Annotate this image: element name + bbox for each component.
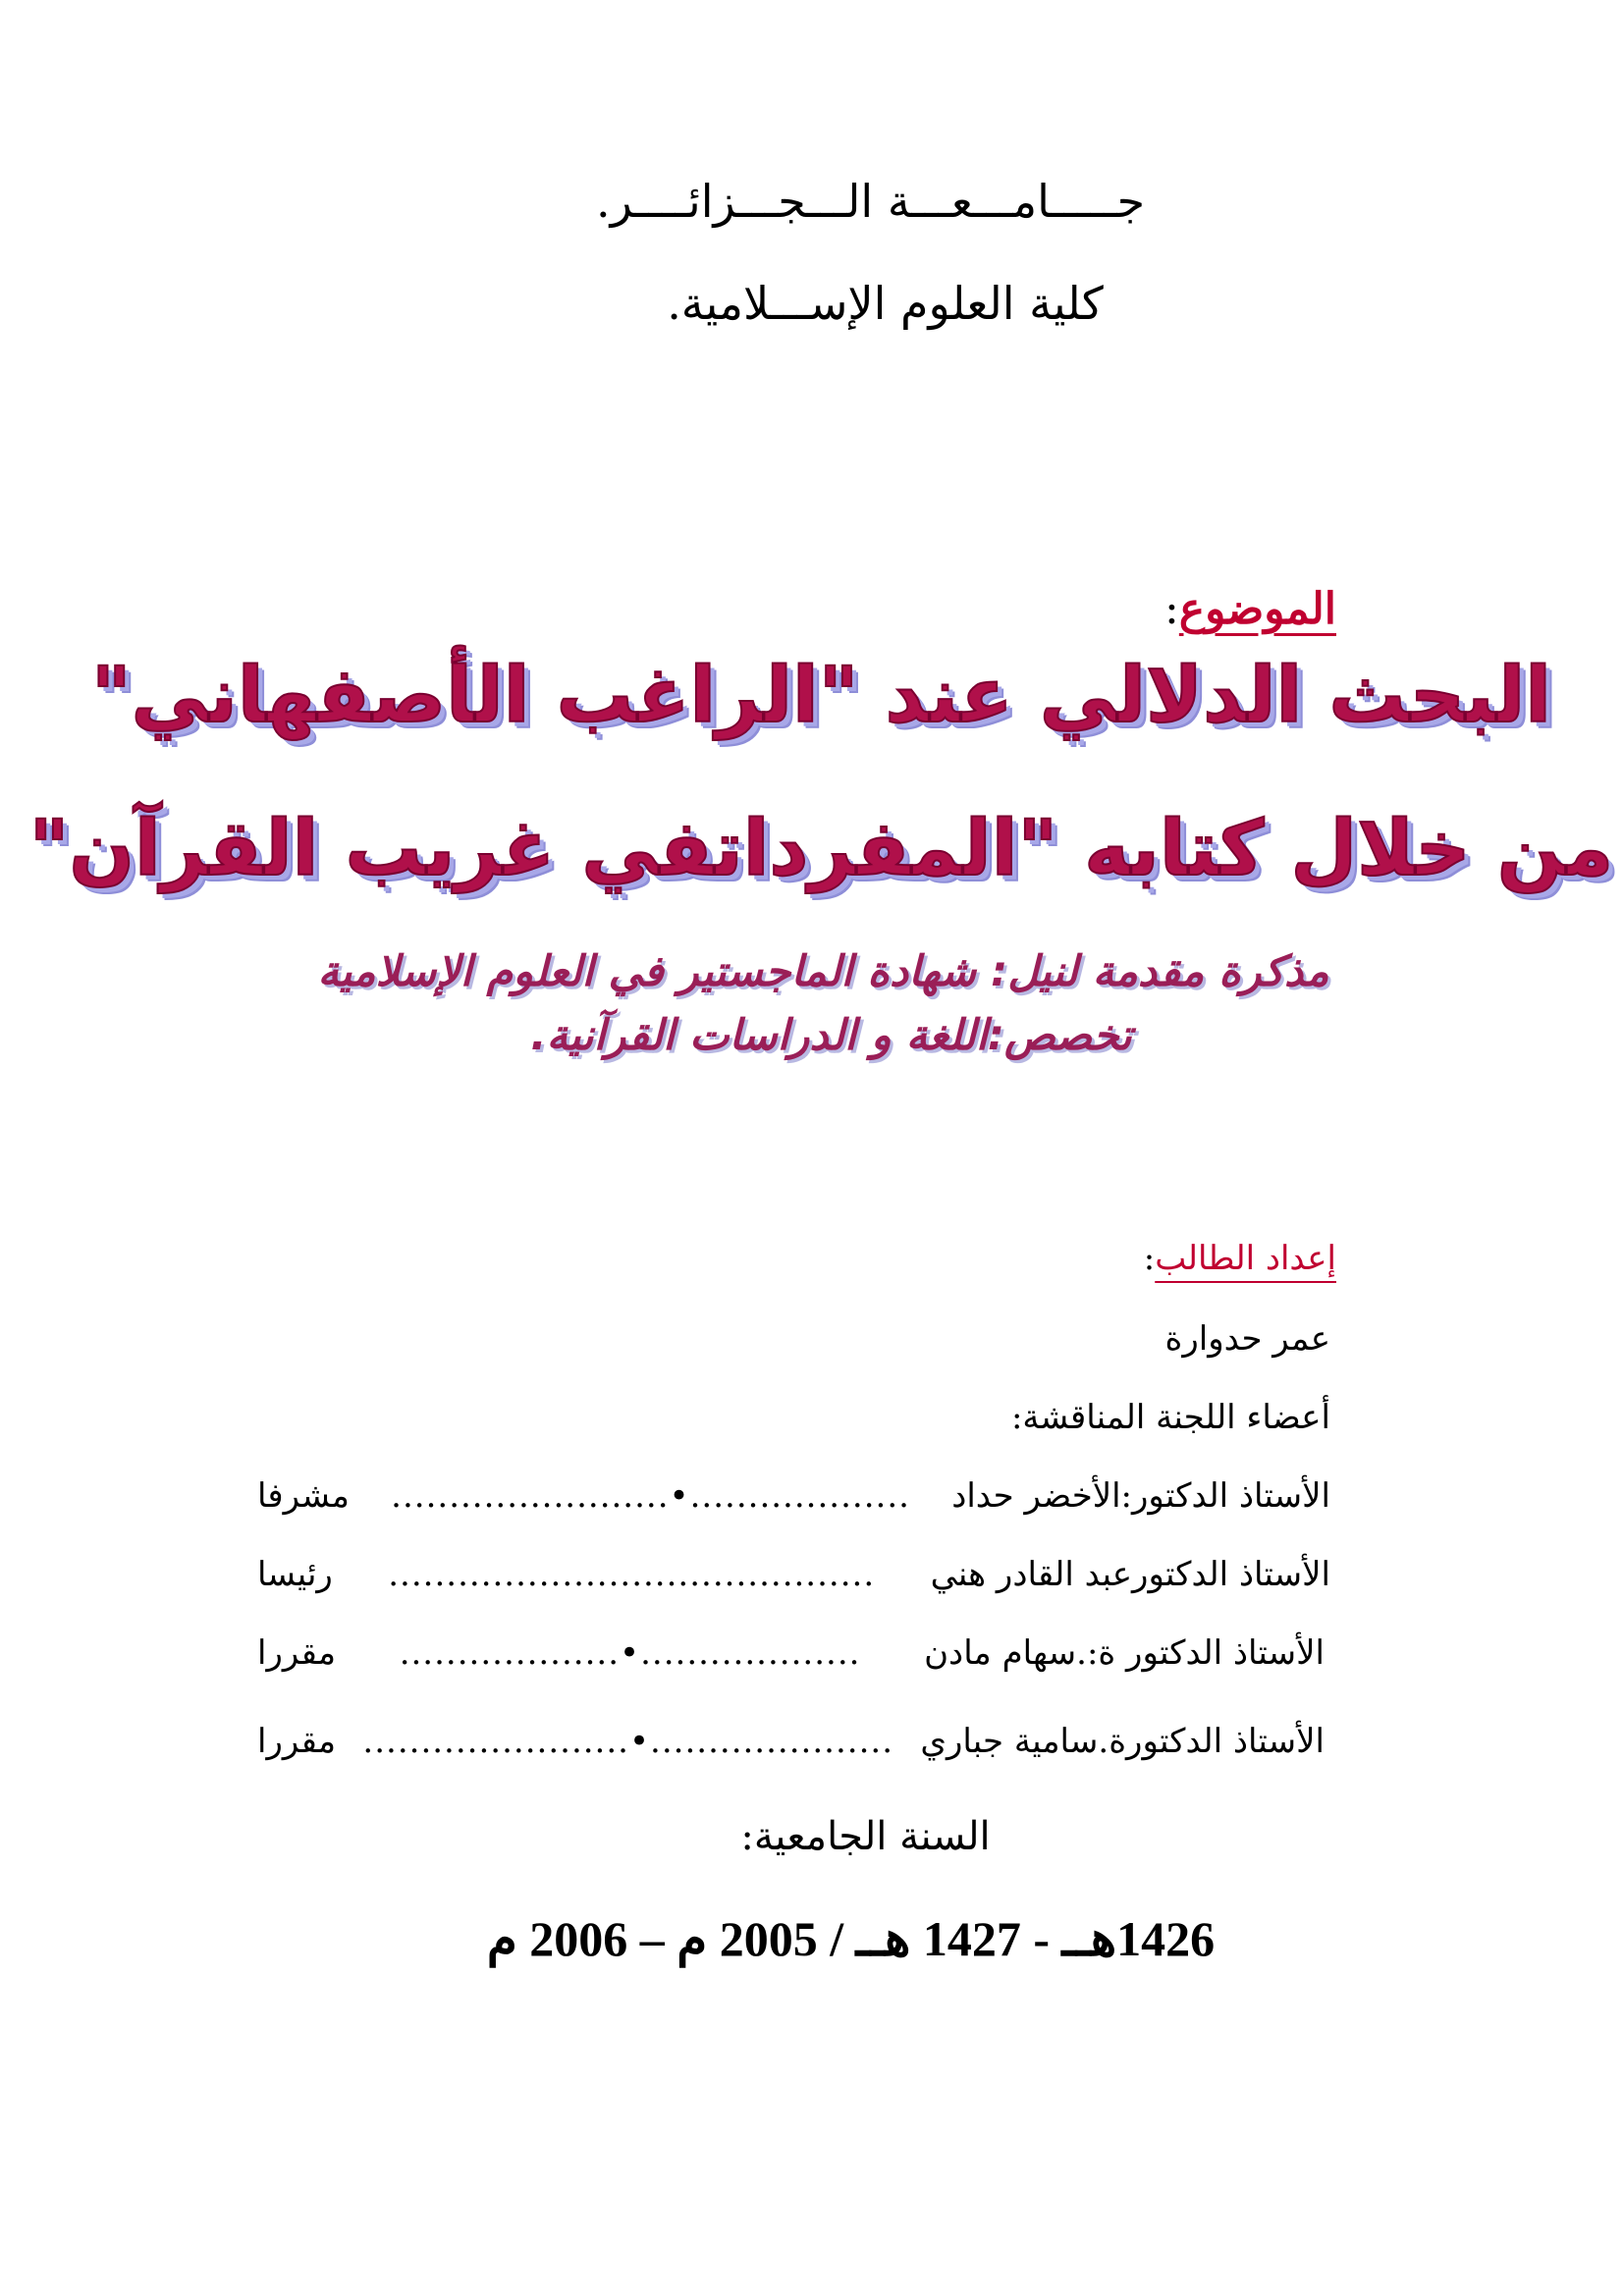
degree-statement: مذكرة مقدمة لنيل: شهادة الماجستير في العلوم الإسلامية — [317, 947, 1329, 996]
academic-year-label: السنة الجامعية: — [740, 1814, 991, 1859]
member-name: الأستاذ الدكتور:الأخضر حداد — [951, 1476, 1330, 1516]
dot-leader: .......................•..................... — [362, 1722, 893, 1761]
member-role: مقررا — [257, 1633, 337, 1673]
prepared-by-label: إعداد الطالب — [1155, 1239, 1336, 1278]
student-name: عمر حدوارة — [1164, 1319, 1330, 1359]
subject-colon: : — [1164, 584, 1179, 634]
member-role: مشرفا — [257, 1476, 350, 1516]
member-name: الأستاذ الدكتور ة:.سهام مادن — [924, 1633, 1325, 1673]
prepared-by-colon: : — [1143, 1239, 1156, 1278]
dot-leader: ........................•................... — [391, 1476, 910, 1516]
specialization-statement: تخصص:اللغة و الدراسات القرآنية. — [530, 1011, 1132, 1060]
prepared-by-heading — [1144, 1239, 1336, 1278]
faculty-name: كلية العلوم الإســـلامية. — [667, 277, 1104, 330]
subject-label: الموضوع — [1178, 584, 1336, 634]
dot-leader: .......................................... — [388, 1555, 876, 1594]
committee-member — [257, 1722, 1325, 1761]
academic-year-value: 1426هــ - 1427 هــ / 2005 م – 2006 م — [486, 1911, 1216, 1966]
subject-heading — [1164, 584, 1336, 634]
member-name: الأستاذ الدكتورة.سامية جباري — [920, 1722, 1325, 1761]
committee-heading: أعضاء اللجنة المناقشة: — [1010, 1398, 1330, 1437]
member-role: رئيسا — [257, 1555, 333, 1594]
dot-leader: ...................•................... — [399, 1633, 861, 1673]
thesis-title-line-1: البحث الدلالي عند "الراغب الأصفهاني" — [90, 652, 1552, 740]
thesis-title-line-2: من خلال كتابه "المفرداتفي غريب القرآن" — [28, 805, 1614, 893]
committee-member — [257, 1555, 1330, 1594]
member-role: مقررا — [257, 1722, 337, 1761]
member-name: الأستاذ الدكتورعبد القادر هني — [930, 1555, 1330, 1594]
university-name: جـــــامـــعـــة الـــجـــزائــــر. — [595, 175, 1146, 228]
committee-member — [257, 1633, 1325, 1673]
committee-member — [257, 1476, 1330, 1516]
